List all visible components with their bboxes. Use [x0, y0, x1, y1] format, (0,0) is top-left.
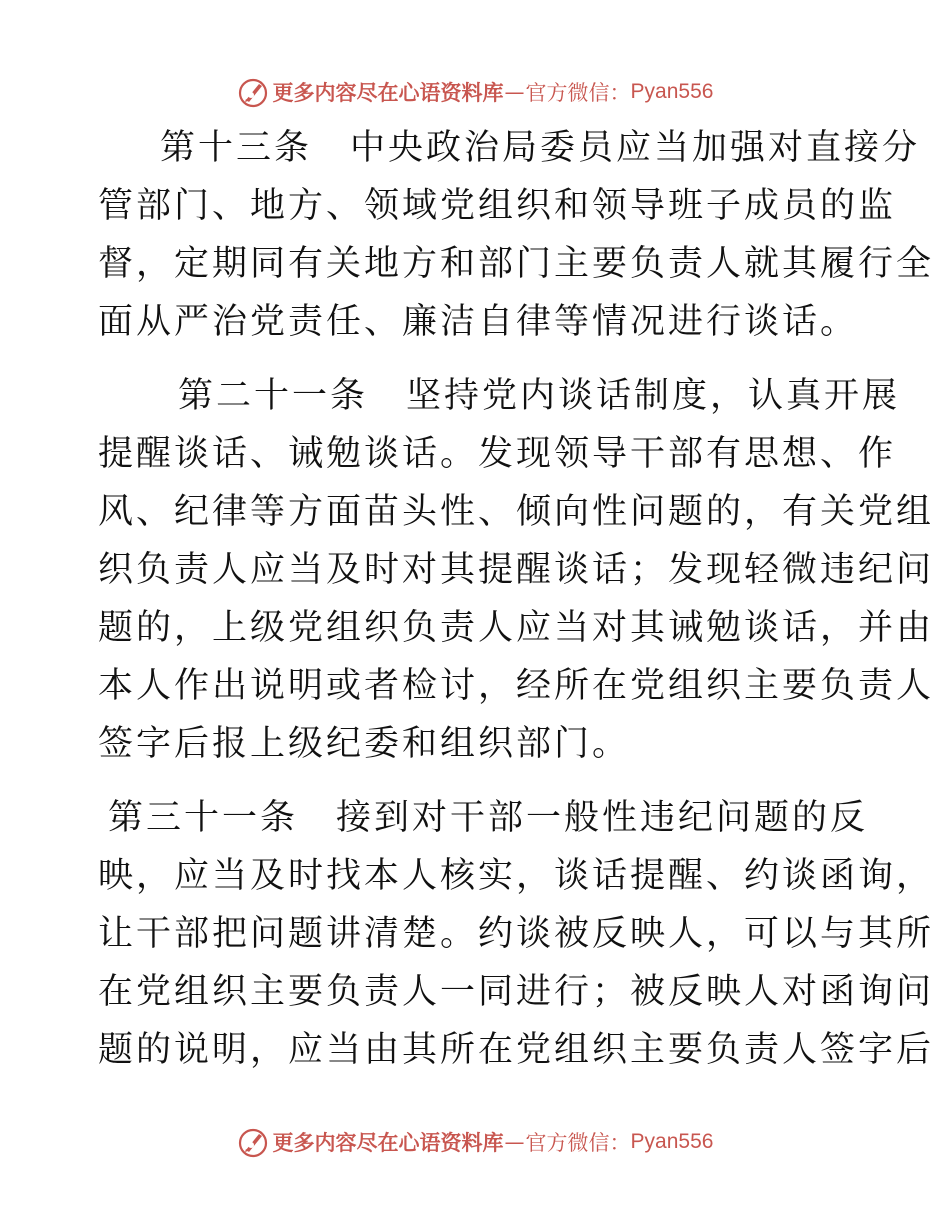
text-line: 第十三条 中央政治局委员应当加强对直接分 [160, 128, 921, 168]
quill-seal-icon [237, 76, 269, 108]
text-line: 在党组织主要负责人一同进行；被反映人对函询问 [98, 972, 935, 1012]
watermark-dash: — [504, 1130, 525, 1154]
text-line: 督，定期同有关地方和部门主要负责人就其履行全 [98, 244, 935, 284]
footer-watermark [0, 1122, 950, 1162]
text-line: 织负责人应当及时对其提醒谈话；发现轻微违纪问 [98, 550, 935, 590]
text-line: 映，应当及时找本人核实，谈话提醒、约谈函询， [98, 856, 935, 896]
watermark-wechat-id: Pyan556 [630, 80, 714, 103]
watermark-label: 官方微信： [525, 1131, 631, 1155]
watermark-wechat-id: Pyan556 [630, 1130, 714, 1153]
text-line: 让干部把问题讲清楚。约谈被反映人，可以与其所 [98, 914, 935, 954]
watermark-title: 更多内容尽在心语资料库 [272, 80, 504, 105]
header-watermark [0, 72, 950, 112]
text-line: 题的说明，应当由其所在党组织主要负责人签字后 [98, 1030, 935, 1070]
text-line: 提醒谈话、诫勉谈话。发现领导干部有思想、作 [98, 434, 897, 474]
text-line: 管部门、地方、领域党组织和领导班子成员的监 [98, 186, 897, 226]
text-line: 签字后报上级纪委和组织部门。 [98, 724, 631, 764]
text-line: 本人作出说明或者检讨，经所在党组织主要负责人 [98, 666, 935, 706]
quill-seal-icon [237, 1126, 269, 1158]
watermark-title: 更多内容尽在心语资料库 [272, 1130, 504, 1155]
text-line: 风、纪律等方面苗头性、倾向性问题的，有关党组 [98, 492, 935, 532]
text-line: 第三十一条 接到对干部一般性违纪问题的反 [108, 798, 869, 838]
text-line: 面从严治党责任、廉洁自律等情况进行谈话。 [98, 302, 859, 342]
text-line: 第二十一条 坚持党内谈话制度，认真开展 [178, 376, 901, 416]
watermark-dash: — [504, 80, 525, 104]
text-line: 题的，上级党组织负责人应当对其诫勉谈话，并由 [98, 608, 935, 648]
watermark-label: 官方微信： [525, 81, 631, 105]
